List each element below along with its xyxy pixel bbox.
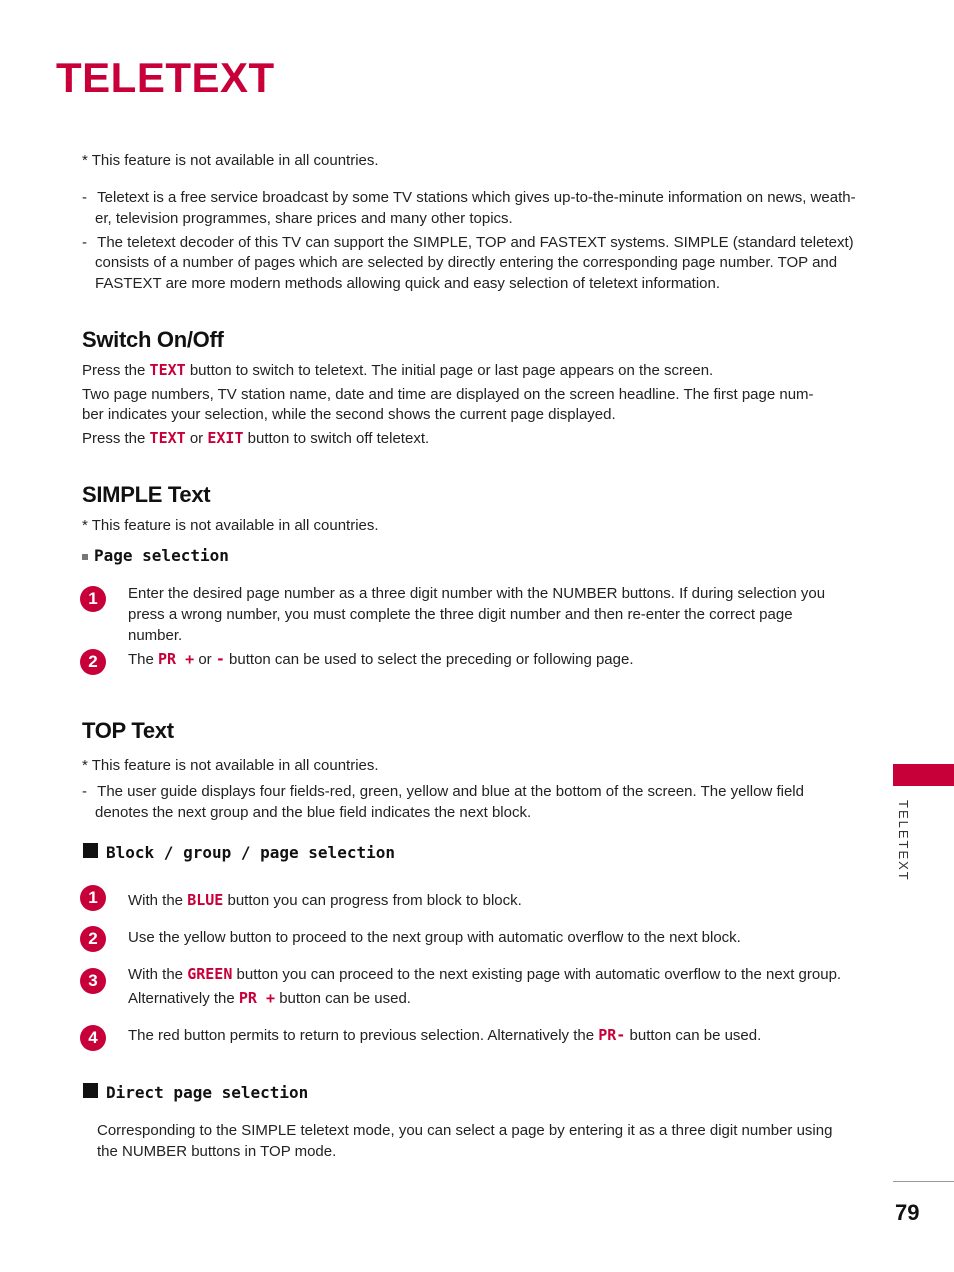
switch-para-1 (82, 360, 713, 381)
green-key-label: GREEN (187, 965, 233, 983)
text-segment: With the (128, 892, 184, 909)
step-number-2: 2 (80, 926, 106, 952)
text-segment: or (198, 651, 212, 668)
switch-para-2-line-1: Two page numbers, TV station name, date and time are displayed on the screen headline. The first page num- (82, 386, 814, 403)
square-bullet-icon (83, 1083, 98, 1098)
pr-minus-key-label: PR- (598, 1026, 626, 1044)
side-tab-marker (893, 764, 954, 786)
direct-line-2: the NUMBER buttons in TOP mode. (97, 1143, 337, 1160)
text-segment: With the (128, 966, 184, 983)
text-segment: or (189, 430, 204, 447)
pr-plus-key-label: PR + (238, 989, 276, 1007)
top-note: * This feature is not available in all countries. (82, 757, 379, 774)
bullet-dash: - (82, 234, 87, 251)
side-tab-label: TELETEXT (896, 800, 911, 882)
intro-bullet-1-line-1: Teletext is a free service broadcast by some TV stations which gives up-to-the-minute information on news, weath- (97, 189, 856, 206)
intro-bullet-2-line-2: consists of a number of pages which are selected by directly entering the corresponding page number. TOP and (95, 254, 838, 271)
page-number: 79 (895, 1200, 920, 1225)
simple-step-1-line-2: press a wrong number, you must complete the three digit number and then re-enter the correct page (128, 606, 793, 623)
top-step-3-line-2 (128, 988, 411, 1009)
intro-note: * This feature is not available in all countries. (82, 152, 379, 169)
exit-key-label: EXIT (207, 429, 244, 447)
top-step-2: Use the yellow button to proceed to the next group with automatic overflow to the next block. (128, 929, 741, 946)
step-number-1: 1 (80, 586, 106, 612)
intro-bullet-2-line-3: FASTEXT are more modern methods allowing quick and easy selection of teletext information. (95, 275, 721, 292)
text-segment: The (128, 651, 154, 668)
text-segment: Press the (82, 430, 146, 447)
simple-note: * This feature is not available in all countries. (82, 517, 379, 534)
intro-bullet-2 (82, 232, 854, 253)
step-number-4: 4 (80, 1025, 106, 1051)
top-step-4 (128, 1025, 761, 1046)
step-number-3: 3 (80, 968, 106, 994)
switch-para-3 (82, 428, 429, 449)
simple-step-2 (128, 649, 634, 670)
text-key-label: TEXT (149, 429, 186, 447)
text-segment: button to switch off teletext. (247, 430, 430, 447)
text-segment: button can be used to select the preceding or following page. (229, 651, 634, 668)
minus-key-label: - (215, 650, 225, 668)
intro-bullet-1-line-2: er, television programmes, share prices and many other topics. (95, 210, 513, 227)
top-desc (82, 781, 804, 802)
subheading-label: Page selection (94, 546, 229, 565)
square-bullet-icon (83, 843, 98, 858)
top-desc-line-1: The user guide displays four fields-red, green, yellow and blue at the bottom of the screen. The yellow field (97, 783, 804, 800)
bullet-dash: - (82, 783, 87, 800)
simple-heading: SIMPLE Text (82, 482, 211, 507)
text-segment: button can be used. (629, 1027, 762, 1044)
page-selection-subheading (82, 546, 229, 565)
text-segment: button can be used. (279, 990, 411, 1007)
simple-step-1-line-1: Enter the desired page number as a three digit number with the NUMBER buttons. If during selection you (128, 585, 826, 602)
block-group-page-subheading: Block / group / page selection (106, 843, 395, 862)
square-bullet-icon (82, 554, 88, 560)
pr-plus-key-label: PR + (158, 650, 195, 668)
intro-bullet-1 (82, 187, 856, 208)
text-segment: button you can progress from block to block. (227, 892, 522, 909)
bullet-dash: - (82, 189, 87, 206)
switch-heading: Switch On/Off (82, 327, 224, 352)
intro-bullet-2-line-1: The teletext decoder of this TV can support the SIMPLE, TOP and FASTEXT systems. SIMPLE (standard teletext) (97, 234, 854, 251)
text-segment: Alternatively the (128, 990, 235, 1007)
text-key-label: TEXT (149, 361, 186, 379)
top-heading: TOP Text (82, 718, 174, 743)
text-segment: button to switch to teletext. The initial page or last page appears on the screen. (189, 362, 714, 379)
step-number-2: 2 (80, 649, 106, 675)
top-step-1 (128, 890, 522, 911)
top-step-3-line-1 (128, 964, 841, 985)
blue-key-label: BLUE (187, 891, 224, 909)
direct-line-1: Corresponding to the SIMPLE teletext mode, you can select a page by entering it as a three digit number using (97, 1122, 833, 1139)
simple-step-1-line-3: number. (128, 627, 183, 644)
top-desc-line-2: denotes the next group and the blue field indicates the next block. (95, 804, 532, 821)
direct-page-subheading: Direct page selection (106, 1083, 309, 1102)
text-segment: The red button permits to return to previous selection. Alternatively the (128, 1027, 595, 1044)
footer-rule (893, 1181, 954, 1182)
page-title: TELETEXT (56, 54, 275, 101)
step-number-1: 1 (80, 885, 106, 911)
text-segment: button you can proceed to the next existing page with automatic overflow to the next group. (236, 966, 842, 983)
text-segment: Press the (82, 362, 146, 379)
switch-para-2-line-2: ber indicates your selection, while the second shows the current page displayed. (82, 406, 616, 423)
